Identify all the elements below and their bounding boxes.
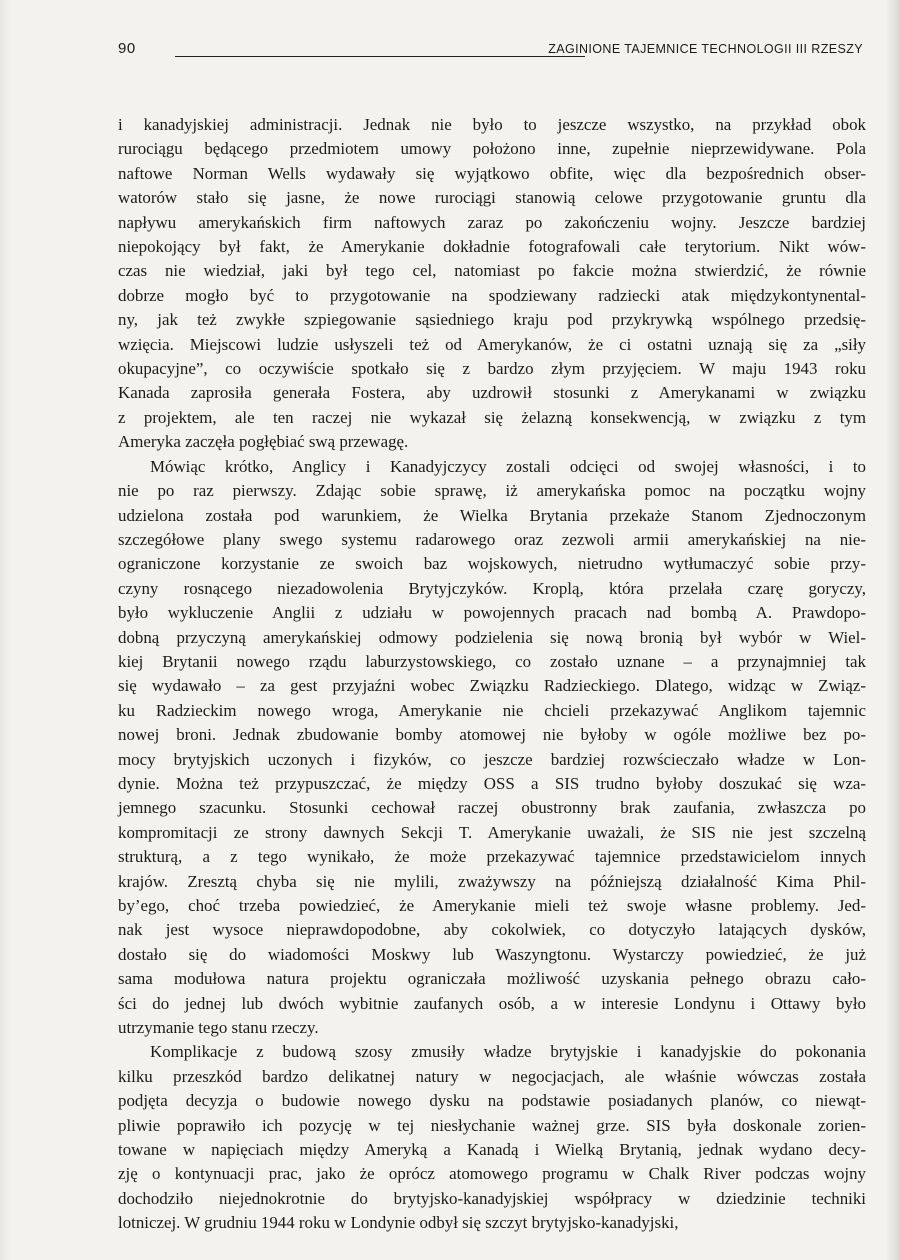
text-line: strukturą, a z tego wynikało, że może przekazywać tajemnice przedstawicielom innych (118, 847, 866, 867)
text-line: utrzymanie tego stanu rzeczy. (118, 1018, 319, 1038)
text-line: i kanadyjskiej administracji. Jednak nie było to jeszcze wszystko, na przykład obok (118, 115, 866, 134)
text-line: towane w napięciach między Ameryką a Kanadą i Wielką Brytanią, jednak wydano decy- (118, 1140, 866, 1160)
text-line: czas nie wiedział, jaki był tego cel, natomiast po fakcie można stwierdzić, że równie (118, 261, 866, 281)
text-line: Ameryka zaczęła pogłębiać swą przewagę. (118, 432, 409, 452)
text-line: Komplikacje z budową szosy zmusiły władze brytyjskie i kanadyjskie do pokonania (150, 1042, 866, 1062)
paragraph (118, 455, 866, 1041)
text-line: naftowe Norman Wells wydawały się wyjątkowo obfite, więc dla bezpośrednich obser- (118, 163, 866, 183)
body-text (118, 113, 866, 1236)
text-line: by’ego, choć trzeba powiedzieć, że Amerykanie mieli też swoje własne problemy. Jed- (118, 896, 866, 915)
text-line: z projektem, ale ten raczej nie wykazał się żelazną konsekwencją, w związku z tym (118, 407, 866, 427)
text-line: ograniczone korzystanie ze swoich baz wojskowych, nietrudno wytłumaczyć sobie przy- (118, 554, 866, 574)
text-line: dynie. Można też przypuszczać, że między OSS a SIS trudno byłoby doszukać się wza- (118, 773, 866, 793)
text-line: jemnego szacunku. Stosunki cechował raczej obustronny brak zaufania, zwłaszcza po (118, 798, 866, 818)
paragraph (118, 1040, 866, 1235)
text-line: pliwie poprawiło ich pozycję w tej niesłychanie ważnej grze. SIS była doskonale zorien- (118, 1115, 866, 1135)
text-line: niepokojący był fakt, że Amerykanie dokładnie fotografowali całe terytorium. Nikt wów- (118, 237, 866, 257)
text-line: kompromitacji ze strony dawnych Sekcji T. Amerykanie uważali, że SIS nie jest szczelną (118, 822, 866, 842)
page-header (118, 40, 863, 62)
text-line: się wydawało – za gest przyjaźni wobec Związku Radzieckiego. Dlatego, widząc w Związ- (118, 676, 866, 696)
text-line: Mówiąc krótko, Anglicy i Kanadyjczycy zostali odcięci od swojej własności, i to (150, 456, 866, 476)
text-line: Kanada zaprosiła generała Fostera, aby uzdrowił stosunki z Amerykanami w związku (118, 383, 866, 403)
text-line: szczegółowe plany swego systemu radarowego oraz zezwoli armii amerykańskiej na nie- (118, 529, 866, 549)
text-line: kilku przeszkód bardzo delikatnej natury w negocjacjach, ale właśnie wówczas została (118, 1066, 866, 1086)
text-line: rurociągu będącego przedmiotem umowy położono inne, zupełnie nieprzewidywane. Pola (118, 139, 866, 159)
text-line: nak jest wysoce nieprawdopodobne, aby cokolwiek, co dotyczyło latających dysków, (118, 920, 866, 940)
text-line: wzięcia. Miejscowi ludzie usłyszeli też od Amerykanów, że ci ostatni uznają się za „siły (118, 334, 866, 354)
text-line: nie po raz pierwszy. Zdając sobie sprawę, iż amerykańska pomoc na początku wojny (118, 481, 866, 501)
text-line: podjęta decyzja o budowie nowego dysku na podstawie posiadanych planów, co niewąt- (118, 1091, 866, 1111)
text-line: kiej Brytanii nowego rządu laburzystowskiego, co zostało uznane – a przynajmniej tak (118, 651, 866, 671)
text-line: nowej broni. Jednak zbudowanie bomby atomowej nie byłoby w ogóle możliwe bez po- (118, 725, 866, 745)
running-title: ZAGINIONE TAJEMNICE TECHNOLOGII III RZESZY (548, 42, 863, 56)
text-line: zję o kontynuacji prac, jako że oprócz atomowego programu w Chalk River podczas wojny (118, 1164, 866, 1184)
header-rule (175, 56, 585, 57)
text-line: napływu amerykańskich firm naftowych zaraz po zakończeniu wojny. Jeszcze bardziej (118, 212, 866, 232)
text-line: udzielona została pod warunkiem, że Wielka Brytania przekaże Stanom Zjednoczonym (118, 505, 866, 525)
text-line: dobną przyczyną amerykańskiej odmowy podzielenia się nową bronią był wybór w Wiel- (118, 627, 866, 647)
text-line: lotniczej. W grudniu 1944 roku w Londynie odbył się szczyt brytyjsko-kanadyjski, (118, 1213, 679, 1233)
text-line: mocy brytyjskich uczonych i fizyków, co jeszcze bardziej rozwścieczało władze w Lon- (118, 749, 866, 769)
text-line: ny, jak też zwykłe szpiegowanie sąsiedniego kraju pod przykrywką wspólnego przedsię- (118, 310, 866, 330)
paragraph (118, 113, 866, 455)
text-line: sama modułowa natura projektu ograniczała możliwość uzyskania pełnego obrazu cało- (118, 969, 866, 989)
text-line: dochodziło niejednokrotnie do brytyjsko-kanadyjskiej współpracy w dziedzinie techniki (118, 1188, 866, 1208)
text-line: okupacyjne”, co oczywiście spotkało się z bardzo złym przyjęciem. W maju 1943 roku (118, 359, 866, 379)
text-line: było wykluczenie Anglii z udziału w powojennych pracach nad bombą A. Prawdopo- (118, 603, 866, 623)
text-line: dobrze mogło być to przygotowanie na spodziewany radziecki atak międzykontynental- (118, 285, 866, 305)
text-line: watorów stało się jasne, że nowe rurociągi stanowią celowe przygotowanie gruntu dla (118, 188, 866, 208)
text-line: czyny rosnącego niezadowolenia Brytyjczyków. Kroplą, która przelała czarę goryczy, (118, 578, 866, 598)
text-line: dostało się do wiadomości Moskwy lub Waszyngtonu. Wystarczy powiedzieć, że już (118, 944, 866, 964)
text-line: krajów. Zresztą chyba się nie mylili, zważywszy na późniejszą działalność Kima Phil- (118, 871, 866, 891)
page-number: 90 (118, 40, 136, 57)
text-line: ku Radzieckim nowego wroga, Amerykanie nie chcieli przekazywać Anglikom tajemnic (118, 700, 866, 720)
text-line: ści do jednej lub dwóch wybitnie zaufanych osób, a w interesie Londynu i Ottawy było (118, 993, 866, 1013)
